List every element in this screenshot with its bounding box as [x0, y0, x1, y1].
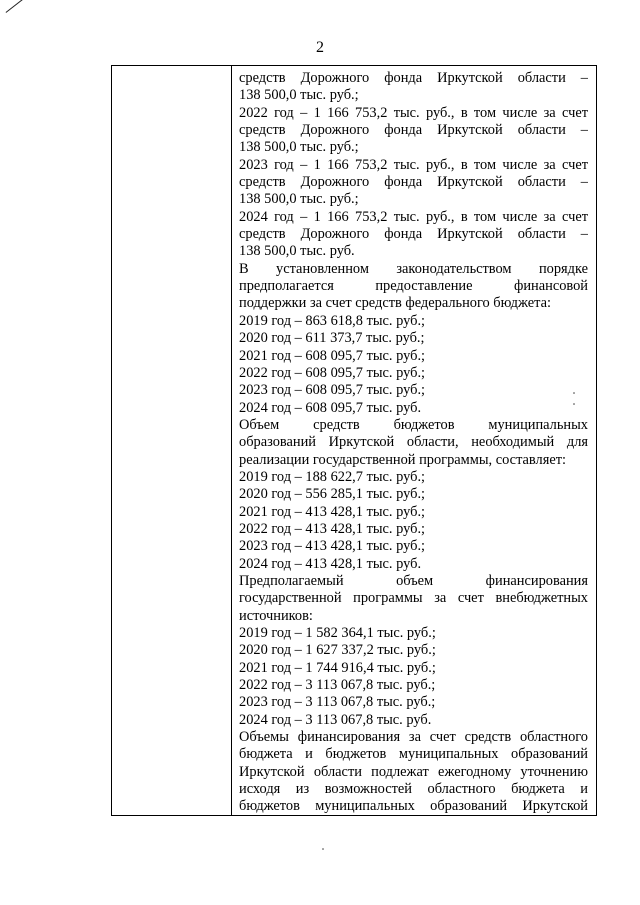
text-line: государственной программы за счет внебюджетных — [239, 590, 588, 607]
text-line: 2020 год – 556 285,1 тыс. руб.; — [239, 486, 426, 503]
text-line: Иркутской области подлежат ежегодному уточнению — [239, 763, 588, 780]
text-line: средств Дорожного фонда Иркутской области – — [239, 70, 588, 86]
program-passport-table — [111, 65, 597, 816]
text-line: реализации государственной программы, составляет: — [239, 451, 567, 468]
text-line: Объемы финансирования за счет средств областного — [239, 729, 588, 746]
text-line: поддержки за счет средств федерального бюджета: — [239, 295, 551, 312]
text-line: 2022 год – 1 166 753,2 тыс. руб., в том числе за счет — [239, 104, 588, 121]
text-line: 2024 год – 413 428,1 тыс. руб. — [239, 555, 422, 572]
text-line: 138 500,0 тыс. руб.; — [239, 139, 359, 156]
text-line: 2022 год – 3 113 067,8 тыс. руб.; — [239, 677, 436, 694]
text-line: предполагается предоставление финансовой — [239, 278, 588, 295]
text-line: образований Иркутской области, необходимый для — [239, 434, 588, 451]
text-line: исходя из возможностей областного бюджета и — [239, 781, 588, 798]
text-line: Предполагаемый объем финансирования — [239, 572, 588, 589]
text-line: бюджетов муниципальных образований Иркутской — [239, 798, 588, 815]
text-line: 138 500,0 тыс. руб.; — [239, 87, 359, 104]
text-line: В установленном законодательством порядке — [239, 260, 588, 277]
text-line: 2023 год – 1 166 753,2 тыс. руб., в том числе за счет — [239, 156, 588, 173]
text-line: 2019 год – 1 582 364,1 тыс. руб.; — [239, 625, 436, 641]
text-line: 2024 год – 3 113 067,8 тыс. руб. — [239, 711, 432, 728]
text-line: средств Дорожного фонда Иркутской области – — [239, 174, 588, 191]
text-line: 2021 год – 413 428,1 тыс. руб.; — [239, 503, 426, 520]
table-left-column — [112, 66, 232, 815]
text-line: источников: — [239, 607, 313, 624]
text-line: 2020 год – 611 373,7 тыс. руб.; — [239, 330, 425, 347]
text-line: 2019 год – 863 618,8 тыс. руб.; — [239, 312, 426, 329]
text-line: 2022 год – 608 095,7 тыс. руб.; — [239, 364, 426, 381]
text-line: 2020 год – 1 627 337,2 тыс. руб.; — [239, 642, 436, 659]
text-line: 2024 год – 608 095,7 тыс. руб. — [239, 399, 422, 416]
text-line: средств Дорожного фонда Иркутской области – — [239, 226, 588, 243]
scan-mark — [6, 0, 24, 13]
text-line: средств Дорожного фонда Иркутской области – — [239, 122, 588, 139]
page-number: 2 — [316, 39, 324, 56]
table-right-column — [239, 70, 588, 816]
text-line: 2023 год – 608 095,7 тыс. руб.; — [239, 382, 426, 399]
text-line: 138 500,0 тыс. руб.; — [239, 191, 359, 208]
text-line: 2021 год – 1 744 916,4 тыс. руб.; — [239, 659, 436, 676]
text-line: 138 500,0 тыс. руб. — [239, 243, 355, 260]
text-line: Объем средств бюджетов муниципальных — [239, 416, 588, 433]
text-line: бюджета и бюджетов муниципальных образований — [239, 746, 588, 763]
text-line: 2023 год – 413 428,1 тыс. руб.; — [239, 538, 426, 555]
text-line: 2023 год – 3 113 067,8 тыс. руб.; — [239, 694, 436, 711]
text-line: 2022 год – 413 428,1 тыс. руб.; — [239, 520, 426, 537]
text-line: 2024 год – 1 166 753,2 тыс. руб., в том числе за счет — [239, 208, 588, 225]
text-line: 2021 год – 608 095,7 тыс. руб.; — [239, 347, 426, 364]
text-line: 2019 год – 188 622,7 тыс. руб.; — [239, 468, 426, 485]
